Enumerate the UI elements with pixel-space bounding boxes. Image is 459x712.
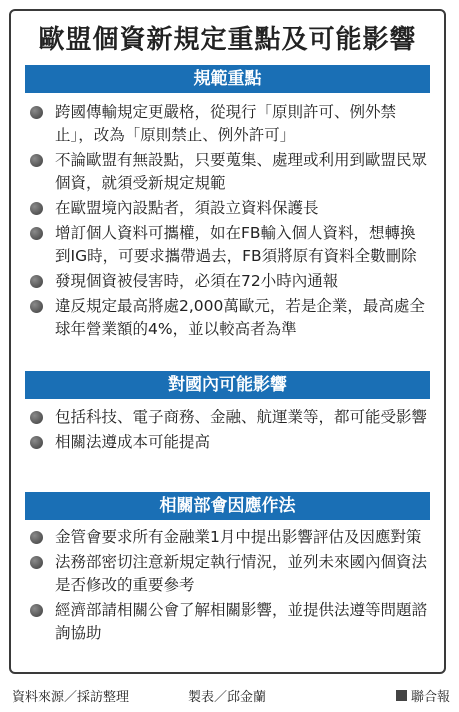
bullet-icon — [30, 531, 43, 544]
bullet-icon — [30, 106, 43, 119]
bullet-icon — [30, 202, 43, 215]
list-item — [25, 599, 430, 645]
section-header-ministry-responses: 相關部會因應作法 — [25, 492, 430, 520]
list-item — [25, 431, 430, 454]
list-item — [25, 270, 430, 293]
infographic-frame — [9, 9, 446, 674]
list-item-text: 在歐盟境內設點者，須設立資料保護長 — [55, 199, 319, 217]
list-item-text: 包括科技、電子商務、金融、航運業等，都可能受影響 — [55, 408, 428, 426]
list-item-text: 增訂個人資料可攜權，如在FB輸入個人資料，想轉換到IG時，可要求攜帶過去，FB須將原有資料全數刪除 — [55, 224, 417, 265]
section-header-domestic-impact: 對國內可能影響 — [25, 371, 430, 399]
logo-mark-icon — [396, 690, 407, 701]
list-item-text: 跨國傳輸規定更嚴格，從現行「原則許可、例外禁止」，改為「原則禁止、例外許可」 — [55, 103, 397, 144]
list-item-text: 經濟部請相關公會了解相關影響，並提供法遵等問題諮詢協助 — [55, 601, 428, 642]
list-item — [25, 222, 430, 268]
ministry-responses-list — [25, 526, 430, 645]
footer-logo — [396, 686, 450, 705]
bullet-icon — [30, 275, 43, 288]
page-title: 歐盟個資新規定重點及可能影響 — [38, 25, 417, 55]
bullet-icon — [30, 556, 43, 569]
list-item-text: 不論歐盟有無設點，只要蒐集、處理或利用到歐盟民眾個資，就須受新規定規範 — [55, 151, 428, 192]
list-item — [25, 149, 430, 195]
bullet-icon — [30, 300, 43, 313]
logo-text: 聯合報 — [411, 690, 451, 705]
footer-producer: 製表／邱金蘭 — [188, 690, 267, 705]
list-item-text: 金管會要求所有金融業1月中提出影響評估及因應對策 — [55, 528, 422, 546]
list-item — [25, 295, 430, 341]
list-item — [25, 197, 430, 220]
regulation-points-list — [25, 101, 430, 341]
list-item-text: 法務部密切注意新規定執行情況，並列未來國內個資法是否修改的重要參考 — [55, 553, 428, 594]
domestic-impact-list — [25, 406, 430, 454]
footer-source: 資料來源／採訪整理 — [12, 690, 130, 705]
bullet-icon — [30, 604, 43, 617]
list-item-text: 發現個資被侵害時，必須在72小時內通報 — [55, 272, 339, 290]
bullet-icon — [30, 436, 43, 449]
list-item-text: 相關法遵成本可能提高 — [55, 433, 211, 451]
list-item-text: 違反規定最高將處2,000萬歐元，若是企業，最高處全球年營業額的4%，並以較高者為準 — [55, 297, 425, 338]
bullet-icon — [30, 154, 43, 167]
section-header-regulation-points: 規範重點 — [25, 65, 430, 93]
list-item — [25, 526, 430, 549]
list-item — [25, 406, 430, 429]
bullet-icon — [30, 227, 43, 240]
list-item — [25, 101, 430, 147]
bullet-icon — [30, 411, 43, 424]
list-item — [25, 551, 430, 597]
